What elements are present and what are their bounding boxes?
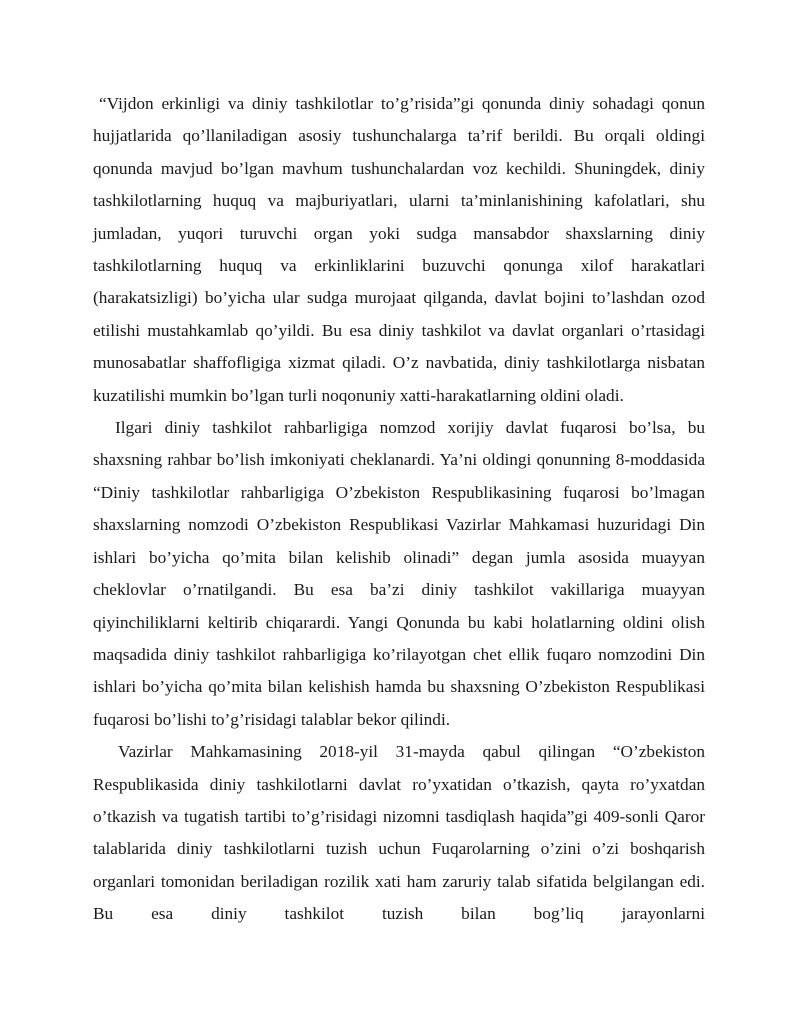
paragraph-foreign-leadership: Ilgari diniy tashkilot rahbarligiga nomzod xorijiy davlat fuqarosi bo’lsa, bu shaxsning rahbar bo’lish imkoniyati cheklanardi. Ya’ni oldingi qonunning 8-moddasida “Diniy tashkilotlar rahbarligiga O’zbekiston Respublikasining fuqarosi bo’lmagan shaxslarning nomzodi O’zbekiston Respublikasi Vazirlar Mahkamasi huzuridagi Din ishlari bo’yicha qo’mita bilan kelishib olinadi” degan jumla asosida muayyan cheklovlar o’rnatilgandi. Bu esa ba’zi diniy tashkilot vakillariga muayyan qiyinchiliklarni keltirib chiqarardi. Yangi Qonunda bu kabi holatlarning oldini olish maqsadida diniy tashkilot rahbarligiga ko’rilayotgan chet ellik fuqaro nomzodini Din ishlari bo’yicha qo’mita bilan kelishish hamda bu shaxsning O’zbekiston Respublikasi fuqarosi bo’lishi to’g’risidagi talablar bekor qilindi. <box>93 418 705 729</box>
document-page <box>93 88 705 931</box>
paragraph-religious-freedom-law: “Vijdon erkinligi va diniy tashkilotlar to’g’risida”gi qonunda diniy sohadagi qonun hujjatlarida qo’llaniladigan asosiy tushunchalarga ta’rif berildi. Bu orqali oldingi qonunda mavjud bo’lgan mavhum tushunchalardan voz kechildi. Shuningdek, diniy tashkilotlarning huquq va majburiyatlari, ularni ta’minlanishining kafolatlari, shu jumladan, yuqori turuvchi organ yoki sudga mansabdor shaxslarning diniy tashkilotlarning huquq va erkinliklarini buzuvchi qonunga xilof harakatlari (harakatsizligi) bo’yicha ular sudga murojaat qilganda, davlat bojini to’lashdan ozod etilishi mustahkamlab qo’yildi. Bu esa diniy tashkilot va davlat organlari o’rtasidagi munosabatlar shaffofligiga xizmat qiladi. O’z navbatida, diniy tashkilotlarga nisbatan kuzatilishi mumkin bo’lgan turli noqonuniy xatti-harakatlarning oldini oladi. <box>93 94 705 405</box>
paragraph-cabinet-resolution: Vazirlar Mahkamasining 2018-yil 31-mayda qabul qilingan “O’zbekiston Respublikasida diniy tashkilotlarni davlat ro’yxatidan o’tkazish, qayta ro’yxatdan o’tkazish va tugatish tartibi to’g’risidagi nizomni tasdiqlash haqida”gi 409-sonli Qaror talablarida diniy tashkilotlarni tuzish uchun Fuqarolarning o’zini o’zi boshqarish organlari tomonidan beriladigan rozilik xati ham zaruriy talab sifatida belgilangan edi. Bu esa diniy tashkilot tuzish bilan bog’liq jarayonlarni <box>93 742 705 924</box>
